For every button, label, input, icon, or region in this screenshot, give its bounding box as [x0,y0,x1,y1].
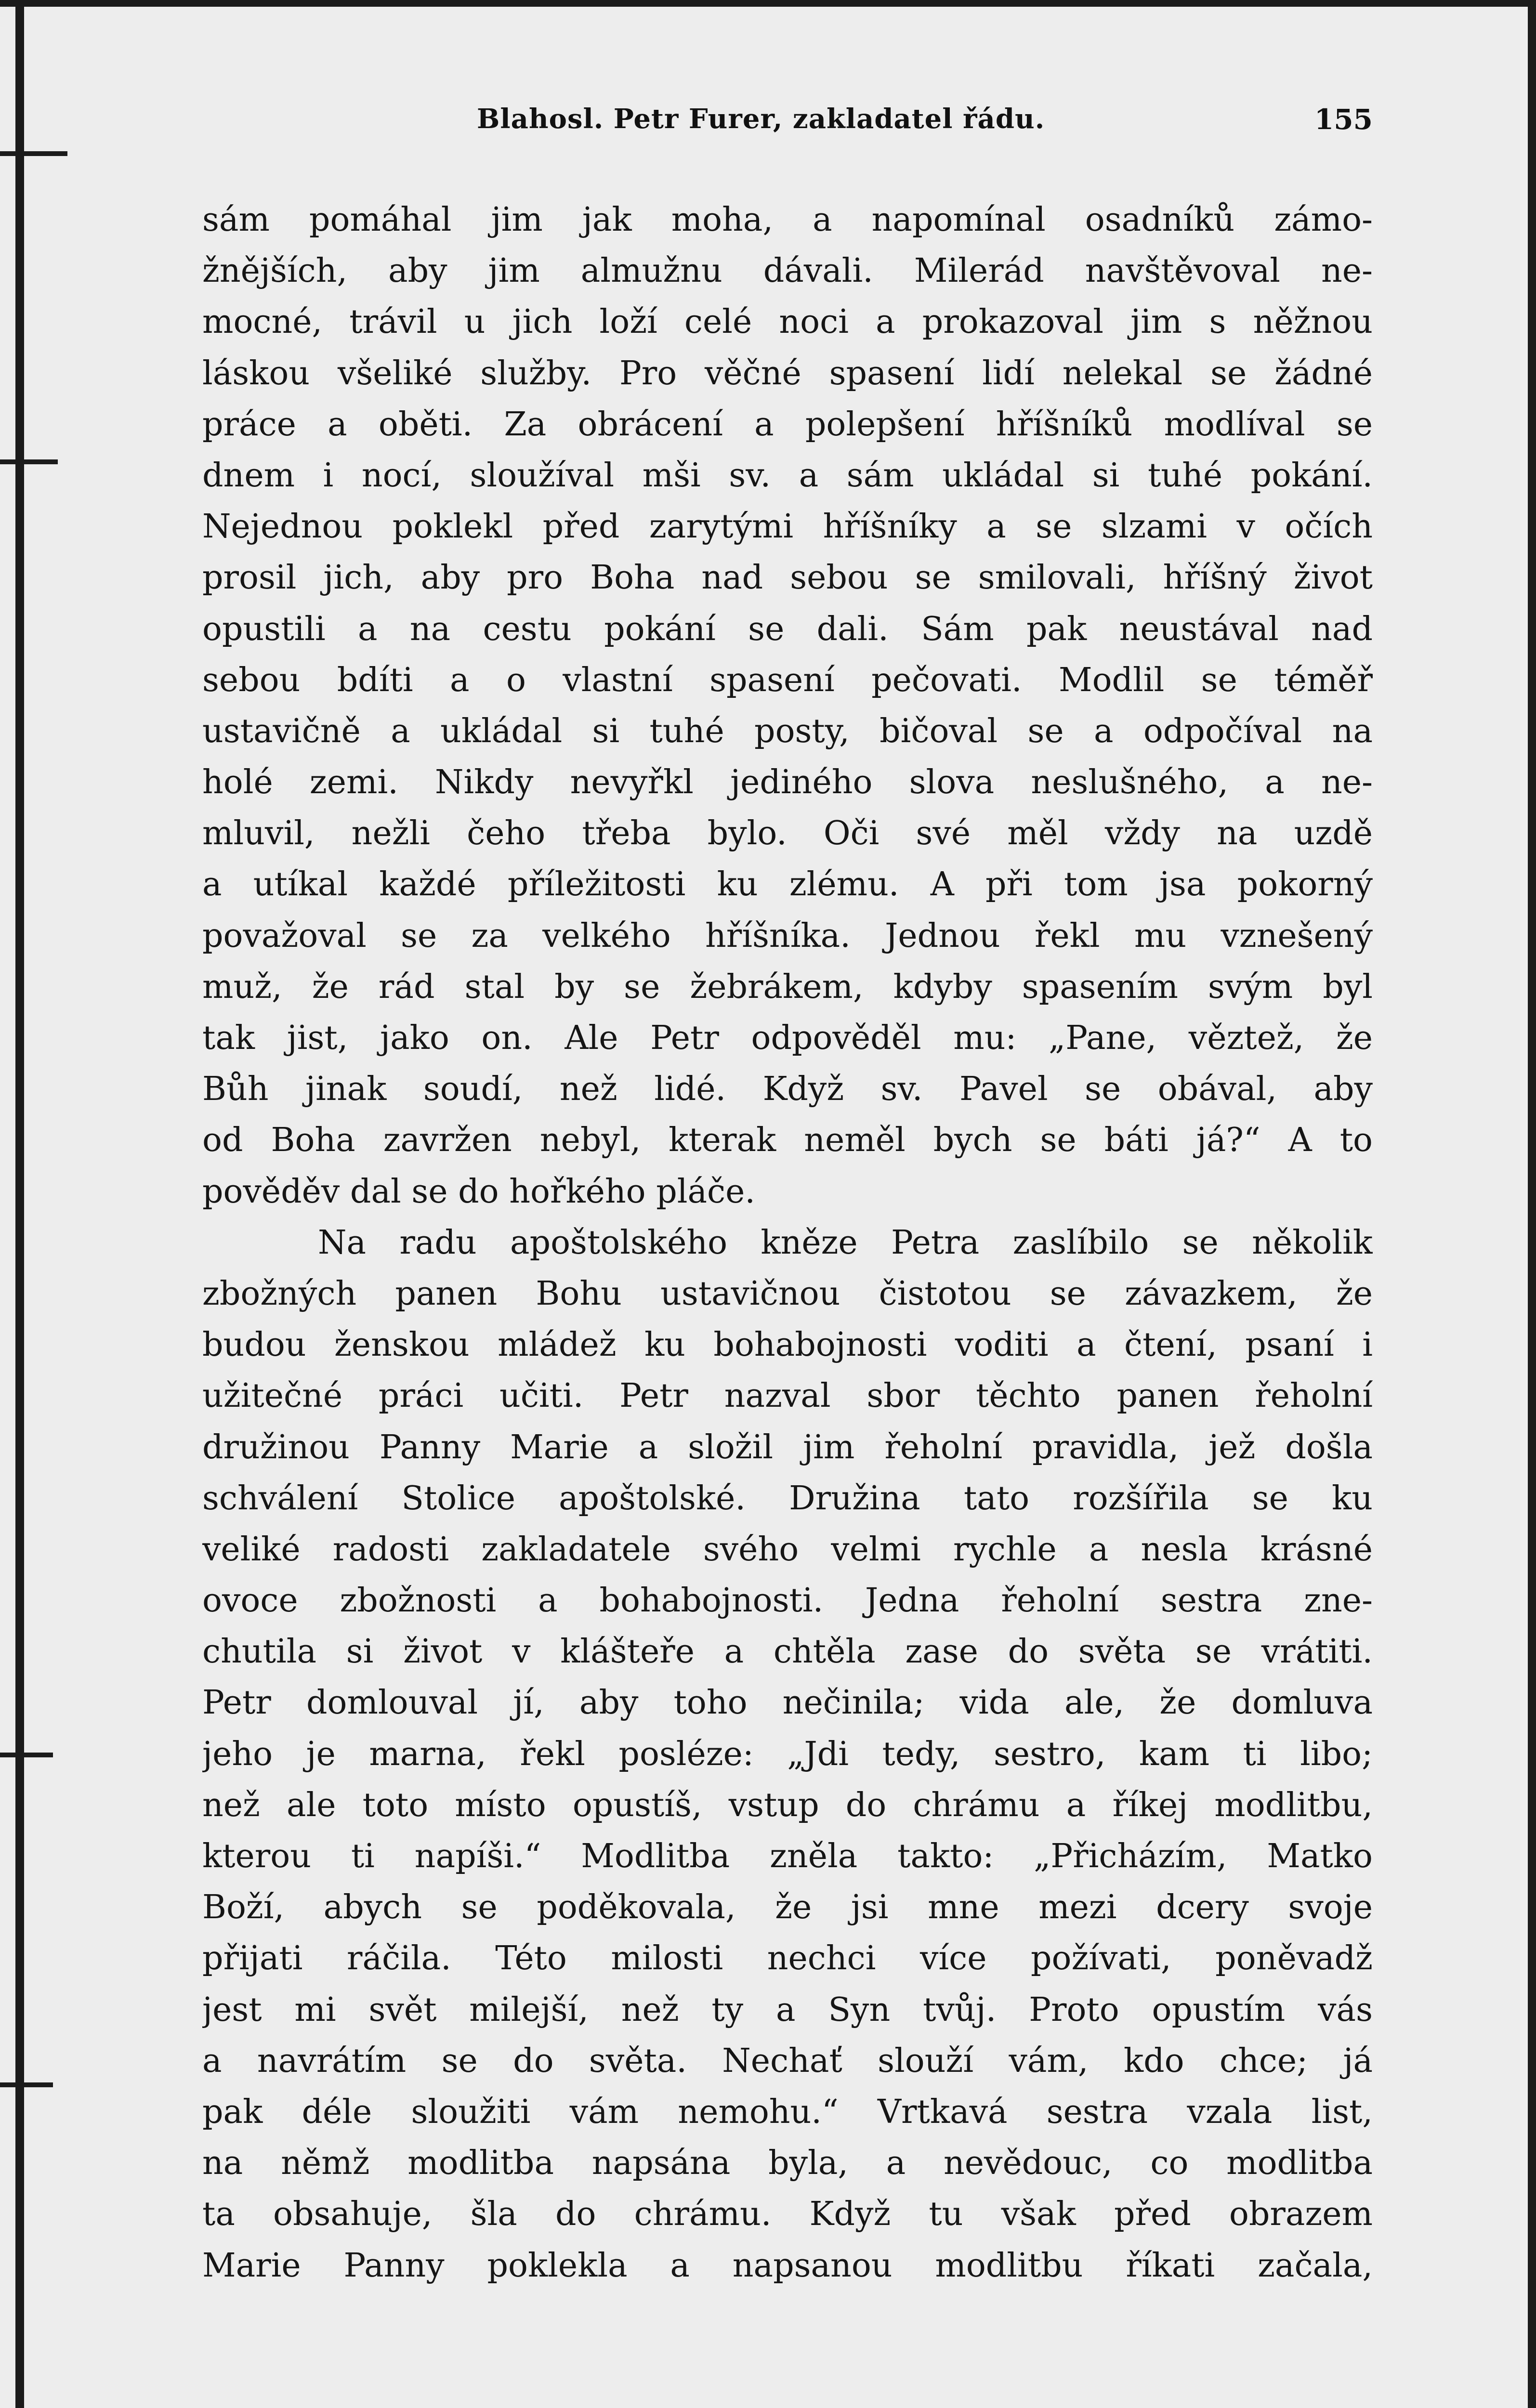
text-line: Bůh jinak soudí, než lidé. Když sv. Pavel se obával, aby [202,1070,1373,1109]
text-line: Boží, abych se poděkovala, že jsi mne mezi dcery svoje [202,1888,1373,1927]
text-line: sám pomáhal jim jak moha, a napomínal osadníků zámo- [202,201,1373,239]
text-line: zbožných panen Bohu ustavičnou čistotou se závazkem, že [202,1274,1373,1313]
text-line: na němž modlitba napsána byla, a nevědouc, co modlitba [202,2144,1373,2183]
scan-edge-line [15,7,24,2408]
text-line: láskou všeliké služby. Pro věčné spasení lidí nelekal se žádné [202,354,1373,393]
text-line: mocné, trávil u jich loží celé noci a prokazoval jim s něžnou [202,303,1373,341]
text-line: a utíkal každé příležitosti ku zlému. A při tom jsa pokorný [202,865,1373,904]
scan-tick-mark [0,459,58,464]
text-line: považoval se za velkého hříšníka. Jednou řekl mu vznešený [202,916,1373,955]
text-line: tak jist, jako on. Ale Petr odpověděl mu: „Pane, věztež, že [202,1019,1373,1057]
scan-tick-mark [0,2082,53,2087]
text-line: jest mi svět milejší, než ty a Syn tvůj. Proto opustím vás [202,1990,1373,2029]
text-line: než ale toto místo opustíš, vstup do chrámu a říkej modlitbu, [202,1786,1373,1824]
paragraph-first-line: Na radu apoštolského kněze Petra zaslíbilo se několik [318,1223,1373,1262]
scan-tick-mark [0,1753,53,1757]
page-number: 155 [1314,103,1373,136]
text-line: jeho je marna, řekl posléze: „Jdi tedy, sestro, kam ti libo; [202,1735,1373,1773]
text-line: Nejednou poklekl před zarytými hříšníky a se slzami v očích [202,508,1373,546]
text-line: holé zemi. Nikdy nevyřkl jediného slova neslušného, a ne- [202,763,1373,802]
text-line: ovoce zbožnosti a bohabojnosti. Jedna řeholní sestra zne- [202,1582,1373,1620]
text-line: mluvil, nežli čeho třeba bylo. Oči své měl vždy na uzdě [202,814,1373,853]
text-line: sebou bdíti a o vlastní spasení pečovati. Modlil se téměř [202,661,1373,699]
text-line: Marie Panny poklekla a napsanou modlitbu říkati začala, [202,2246,1373,2285]
text-line: muž, že rád stal by se žebrákem, kdyby spasením svým byl [202,968,1373,1006]
book-page [0,7,1528,2408]
text-line: Petr domlouval jí, aby toho nečinila; vida ale, že domluva [202,1684,1373,1722]
text-line: ustavičně a ukládal si tuhé posty, bičoval se a odpočíval na [202,712,1373,750]
text-line: budou ženskou mládež ku bohabojnosti voditi a čtení, psaní i [202,1326,1373,1364]
text-line: prosil jich, aby pro Boha nad sebou se smilovali, hříšný život [202,559,1373,597]
text-line: schválení Stolice apoštolské. Družina tato rozšířila se ku [202,1479,1373,1518]
text-line: přijati ráčila. Této milosti nechci více požívati, poněvadž [202,1939,1373,1978]
scan-tick-mark [0,151,67,156]
text-line: ta obsahuje, šla do chrámu. Když tu však před obrazem [202,2195,1373,2234]
text-line: družinou Panny Marie a složil jim řeholní pravidla, jež došla [202,1428,1373,1466]
text-line: žnějších, aby jim almužnu dávali. Milerád navštěvoval ne- [202,252,1373,290]
text-line: práce a oběti. Za obrácení a polepšení hříšníků modlíval se [202,405,1373,444]
running-title: Blahosl. Petr Furer, zakladatel řádu. [477,103,1045,135]
text-line: veliké radosti zakladatele svého velmi rychle a nesla krásné [202,1530,1373,1569]
body-text [202,195,1373,2291]
text-line: opustili a na cestu pokání se dali. Sám pak neustával nad [202,610,1373,648]
text-line: pak déle sloužiti vám nemohu.“ Vrtkavá sestra vzala list, [202,2093,1373,2131]
text-line: chutila si život v klášteře a chtěla zase do světa se vrátiti. [202,1633,1373,1671]
text-line: kterou ti napíši.“ Modlitba zněla takto: „Přicházím, Matko [202,1837,1373,1875]
text-line: dnem i nocí, sloužíval mši sv. a sám ukládal si tuhé pokání. [202,456,1373,495]
text-line: pověděv dal se do hořkého pláče. [202,1172,755,1211]
text-line: od Boha zavržen nebyl, kterak neměl bych se báti já?“ A to [202,1121,1373,1160]
page-header [202,103,1373,156]
text-line: užitečné práci učiti. Petr nazval sbor těchto panen řeholní [202,1377,1373,1415]
text-line: a navrátím se do světa. Nechať slouží vám, kdo chce; já [202,2042,1373,2080]
